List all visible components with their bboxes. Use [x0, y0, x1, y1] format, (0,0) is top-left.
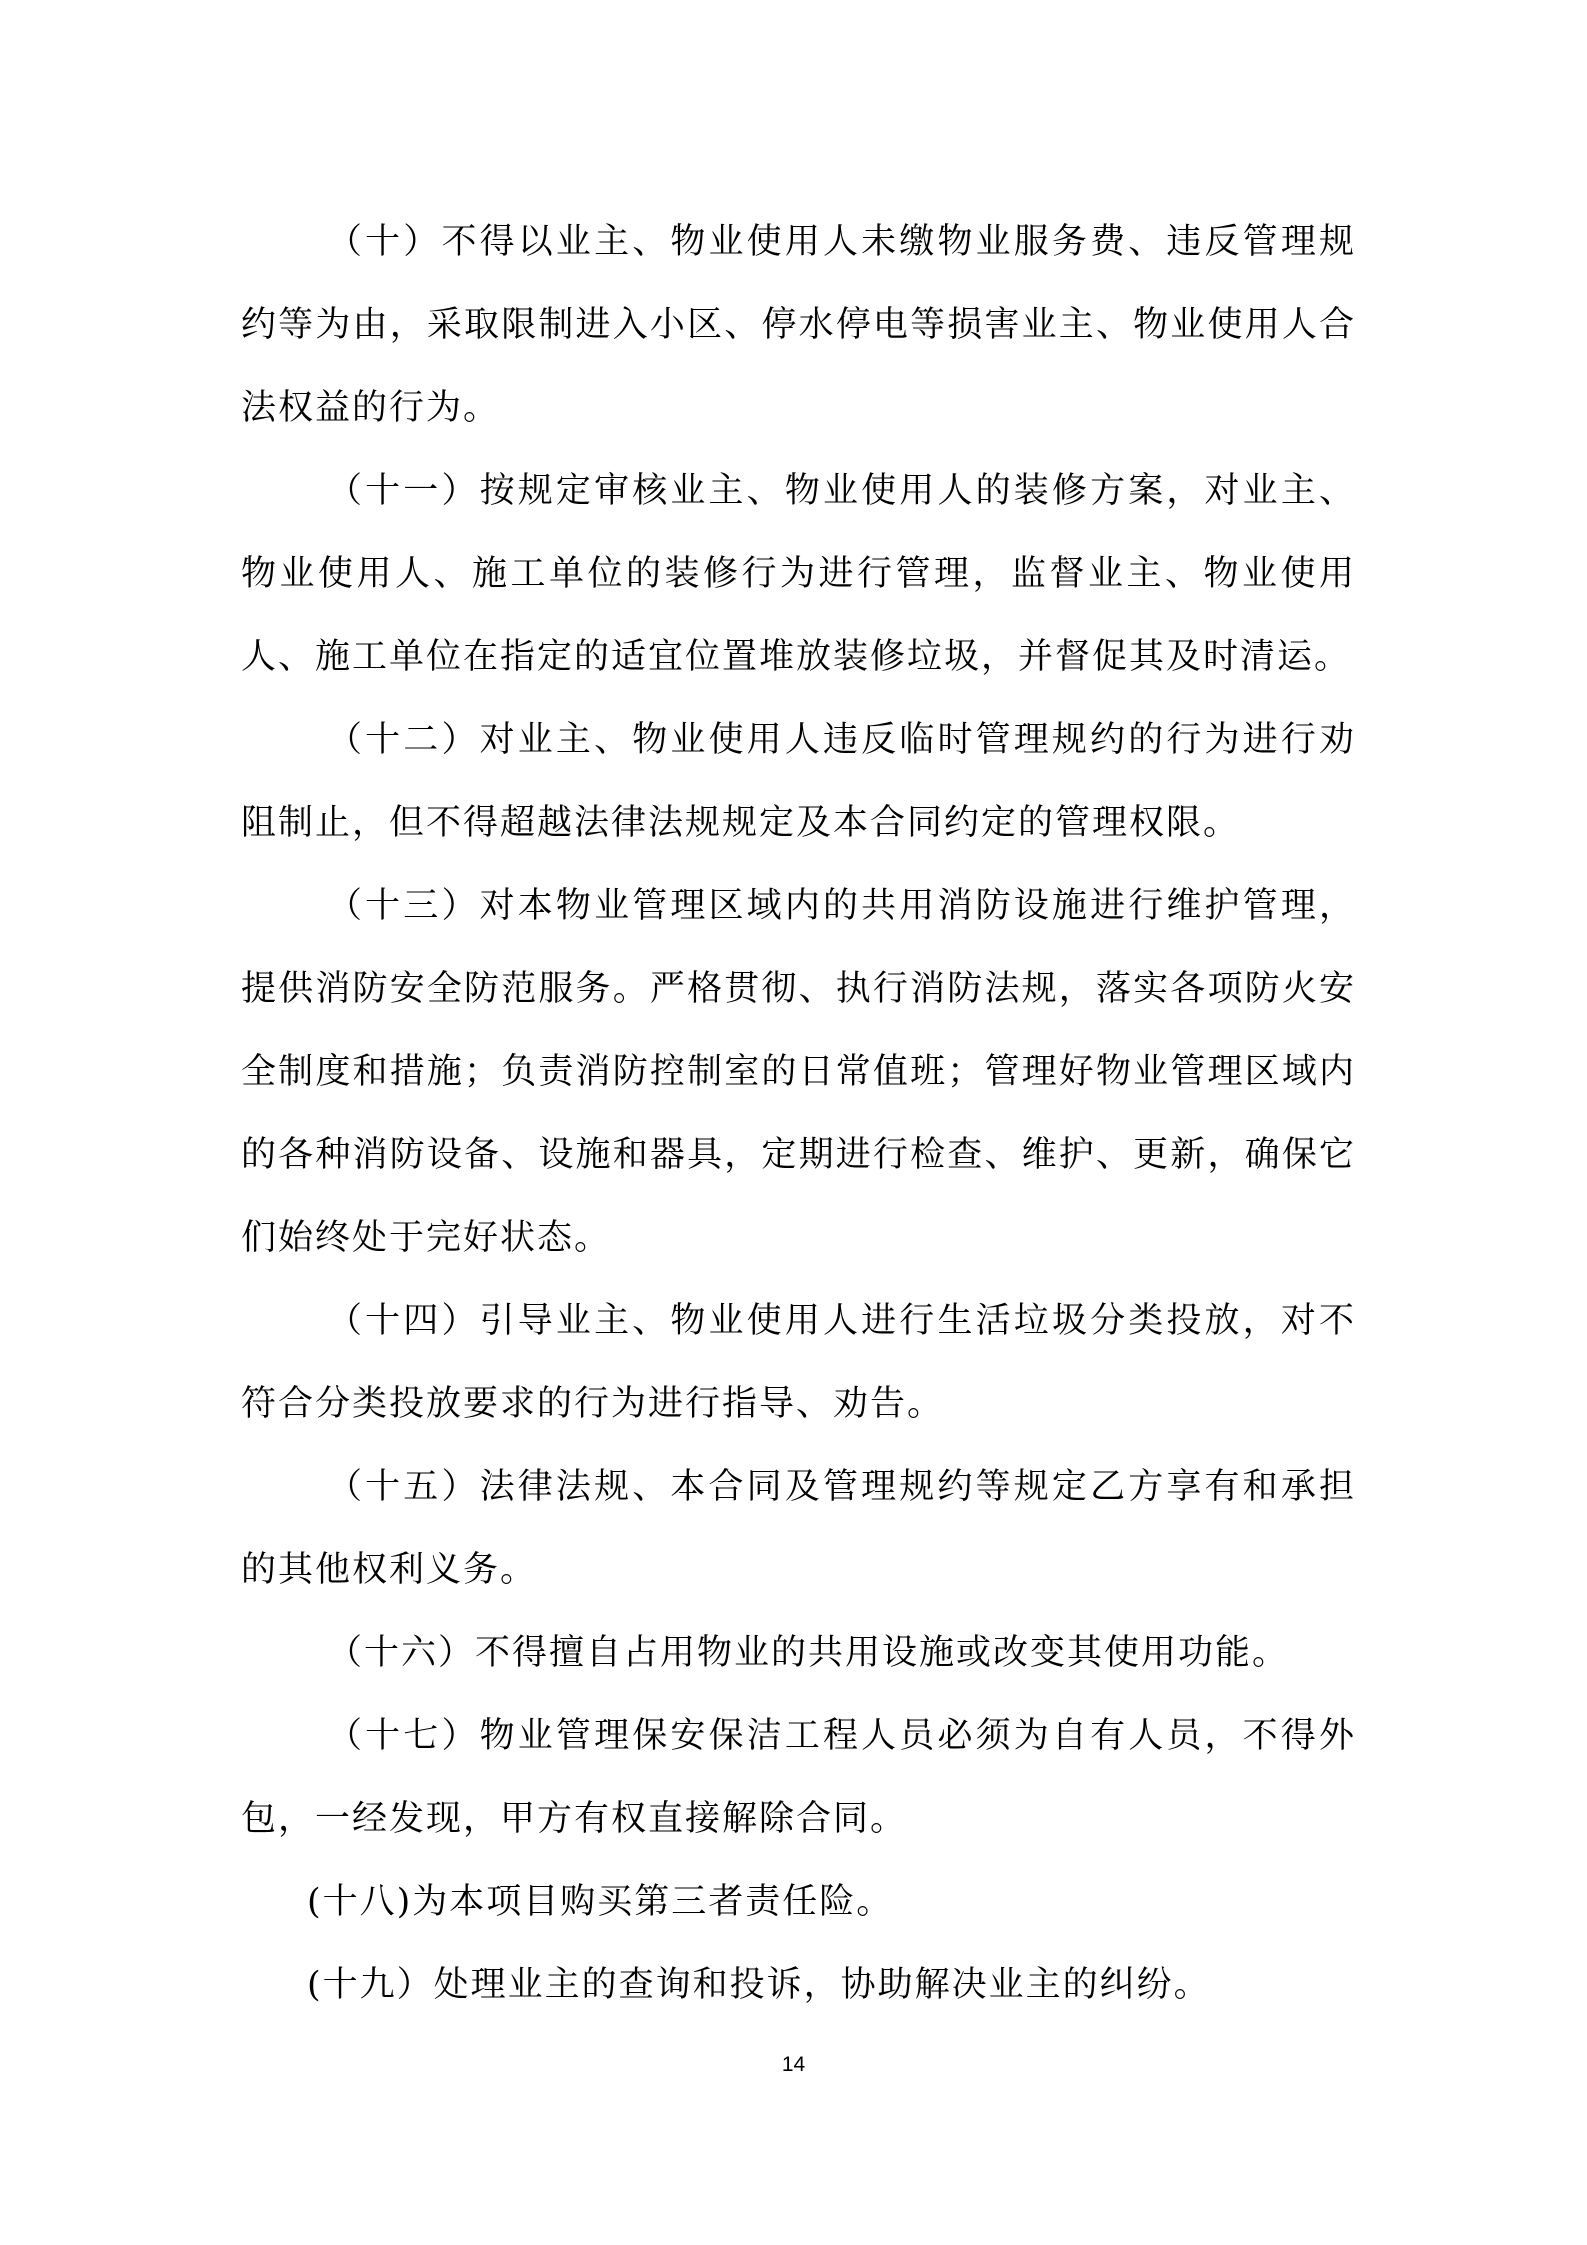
clause-17: （十七）物业管理保安保洁工程人员必须为自有人员，不得外包，一经发现，甲方有权直接解除合同。 [241, 1716, 1356, 1839]
clause-18: (十八)为本项目购买第三者责任险。 [307, 1882, 894, 1922]
clause-13: （十三）对本物业管理区域内的共用消防设施进行维护管理，提供消防安全防范服务。严格贯彻、执行消防法规，落实各项防火安全制度和措施；负责消防控制室的日常值班；管理好物业管理区域内的各种消防设备、设施和器具，定期进行检查、维护、更新，确保它们始终处于完好状态。 [241, 886, 1356, 1258]
clause-10: （十）不得以业主、物业使用人未缴物业服务费、违反管理规约等为由，采取限制进入小区、停水停电等损害业主、物业使用人合法权益的行为。 [241, 222, 1356, 428]
clause-19: (十九）处理业主的查询和投诉，协助解决业主的纠纷。 [307, 1965, 1211, 2005]
clause-12: （十二）对业主、物业使用人违反临时管理规约的行为进行劝阻制止，但不得超越法律法规规定及本合同约定的管理权限。 [241, 720, 1356, 843]
clause-14: （十四）引导业主、物业使用人进行生活垃圾分类投放，对不符合分类投放要求的行为进行指导、劝告。 [241, 1301, 1356, 1424]
page-number: 14 [781, 2053, 806, 2076]
clause-11: （十一）按规定审核业主、物业使用人的装修方案，对业主、物业使用人、施工单位的装修行为进行管理，监督业主、物业使用人、施工单位在指定的适宜位置堆放装修垃圾，并督促其及时清运。 [241, 471, 1356, 677]
document-body [241, 201, 1356, 2027]
clause-16: （十六）不得擅自占用物业的共用设施或改变其使用功能。 [327, 1633, 1290, 1673]
clause-15: （十五）法律法规、本合同及管理规约等规定乙方享有和承担的其他权利义务。 [241, 1467, 1356, 1590]
